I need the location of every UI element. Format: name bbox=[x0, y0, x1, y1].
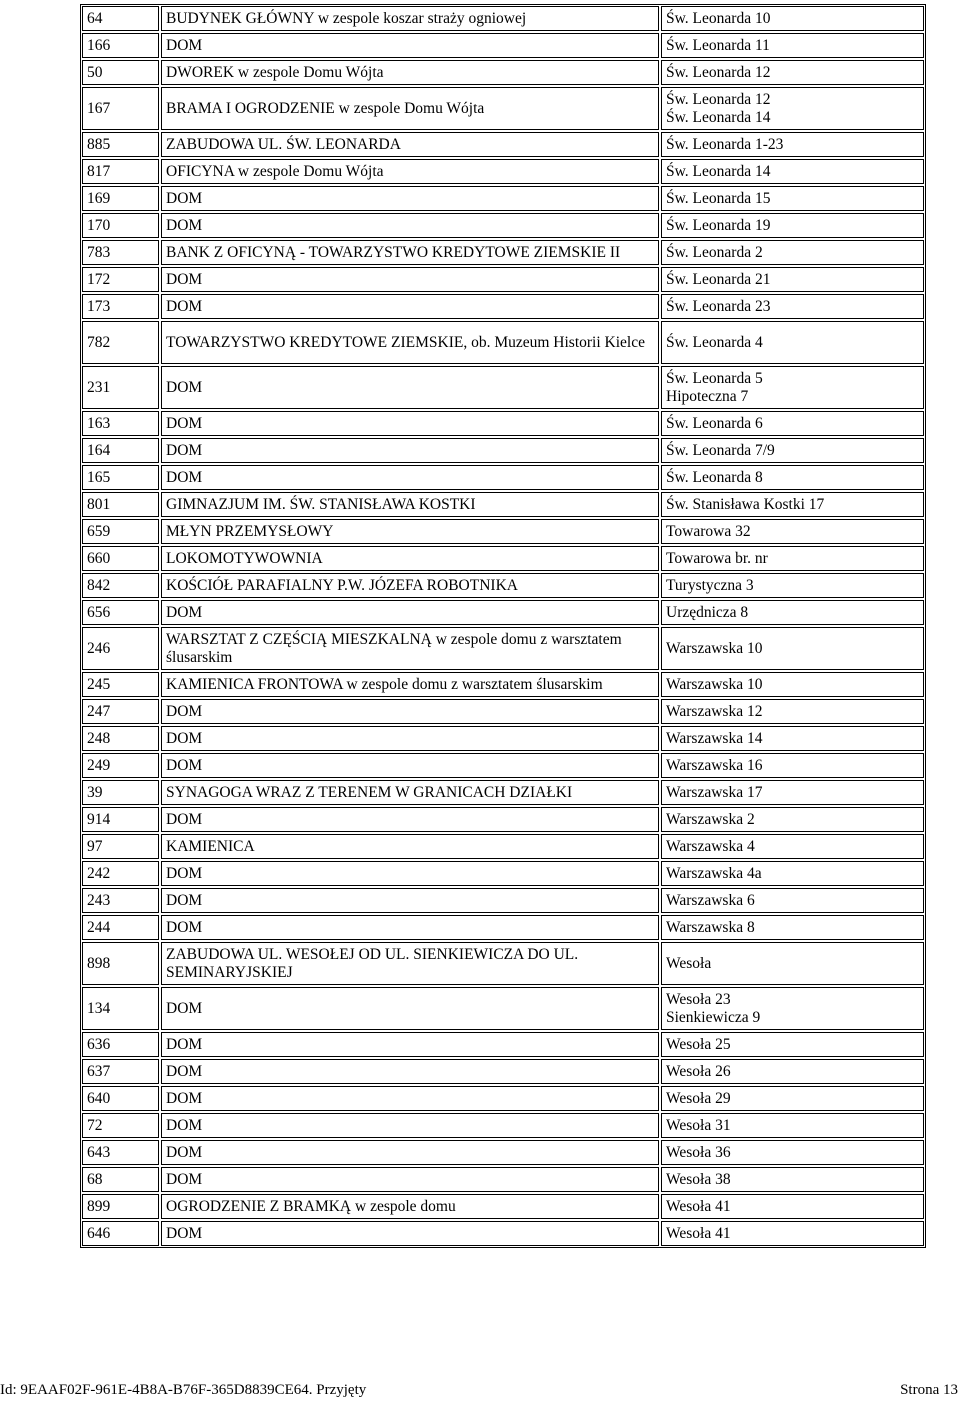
address-line: Św. Leonarda 7/9 bbox=[666, 441, 775, 459]
cell-number: 782 bbox=[82, 321, 159, 364]
table-row bbox=[82, 573, 924, 598]
table-row bbox=[82, 1113, 924, 1138]
cell-number: 242 bbox=[82, 861, 159, 886]
cell-number: 50 bbox=[82, 60, 159, 85]
cell-number: 248 bbox=[82, 726, 159, 751]
address-line: Warszawska 10 bbox=[666, 675, 763, 693]
cell-object: DWOREK w zespole Domu Wójta bbox=[161, 60, 659, 85]
cell-number: 249 bbox=[82, 753, 159, 778]
table-row bbox=[82, 411, 924, 436]
address-line: Św. Leonarda 15 bbox=[666, 189, 771, 207]
address-line: Św. Leonarda 12 bbox=[666, 63, 771, 81]
address-line: Sienkiewicza 9 bbox=[666, 1008, 761, 1026]
address-line: Wesoła 26 bbox=[666, 1062, 731, 1080]
cell-number: 660 bbox=[82, 546, 159, 571]
address-line: Warszawska 14 bbox=[666, 729, 763, 747]
cell-object: DOM bbox=[161, 861, 659, 886]
cell-object: DOM bbox=[161, 1032, 659, 1057]
table-row bbox=[82, 492, 924, 517]
table-row bbox=[82, 807, 924, 832]
address-line: Wesoła 38 bbox=[666, 1170, 731, 1188]
cell-number: 134 bbox=[82, 987, 159, 1030]
cell-number: 656 bbox=[82, 600, 159, 625]
cell-address bbox=[661, 159, 924, 184]
table-row bbox=[82, 1167, 924, 1192]
cell-object: TOWARZYSTWO KREDYTOWE ZIEMSKIE, ob. Muzeum Historii Kielce bbox=[161, 321, 659, 364]
table-row bbox=[82, 33, 924, 58]
cell-number: 842 bbox=[82, 573, 159, 598]
cell-number: 164 bbox=[82, 438, 159, 463]
cell-object: KAMIENICA FRONTOWA w zespole domu z warsztatem ślusarskim bbox=[161, 672, 659, 697]
address-line: Turystyczna 3 bbox=[666, 576, 754, 594]
cell-object: DOM bbox=[161, 888, 659, 913]
cell-address bbox=[661, 186, 924, 211]
cell-number: 247 bbox=[82, 699, 159, 724]
cell-address bbox=[661, 1167, 924, 1192]
address-line: Wesoła 29 bbox=[666, 1089, 731, 1107]
address-line: Św. Leonarda 8 bbox=[666, 468, 763, 486]
table-row bbox=[82, 213, 924, 238]
table-row bbox=[82, 60, 924, 85]
cell-number: 243 bbox=[82, 888, 159, 913]
address-line: Warszawska 16 bbox=[666, 756, 763, 774]
cell-number: 246 bbox=[82, 627, 159, 670]
cell-number: 640 bbox=[82, 1086, 159, 1111]
cell-number: 817 bbox=[82, 159, 159, 184]
table-row bbox=[82, 186, 924, 211]
cell-number: 166 bbox=[82, 33, 159, 58]
cell-number: 72 bbox=[82, 1113, 159, 1138]
table-row bbox=[82, 780, 924, 805]
address-line: Wesoła bbox=[666, 954, 712, 972]
address-line: Św. Leonarda 4 bbox=[666, 333, 763, 351]
cell-object: DOM bbox=[161, 1221, 659, 1246]
cell-object: WARSZTAT Z CZĘŚCIĄ MIESZKALNĄ w zespole domu z warsztatem ślusarskim bbox=[161, 627, 659, 670]
table-row bbox=[82, 132, 924, 157]
cell-object: DOM bbox=[161, 1140, 659, 1165]
cell-address bbox=[661, 573, 924, 598]
cell-object: DOM bbox=[161, 807, 659, 832]
address-line: Hipoteczna 7 bbox=[666, 387, 749, 405]
cell-object: DOM bbox=[161, 33, 659, 58]
cell-address bbox=[661, 1140, 924, 1165]
address-line: Warszawska 4 bbox=[666, 837, 755, 855]
cell-address bbox=[661, 366, 924, 409]
cell-number: 244 bbox=[82, 915, 159, 940]
cell-object: ZABUDOWA UL. ŚW. LEONARDA bbox=[161, 132, 659, 157]
address-line: Warszawska 6 bbox=[666, 891, 755, 909]
cell-address bbox=[661, 834, 924, 859]
address-line: Św. Leonarda 14 bbox=[666, 162, 771, 180]
cell-object: DOM bbox=[161, 726, 659, 751]
cell-number: 165 bbox=[82, 465, 159, 490]
cell-address bbox=[661, 465, 924, 490]
cell-object: BUDYNEK GŁÓWNY w zespole koszar straży ogniowej bbox=[161, 6, 659, 31]
cell-object: DOM bbox=[161, 1113, 659, 1138]
cell-object: KOŚCIÓŁ PARAFIALNY P.W. JÓZEFA ROBOTNIKA bbox=[161, 573, 659, 598]
cell-object: DOM bbox=[161, 600, 659, 625]
table-row bbox=[82, 1194, 924, 1219]
cell-object: DOM bbox=[161, 186, 659, 211]
address-line: Warszawska 8 bbox=[666, 918, 755, 936]
cell-object: DOM bbox=[161, 438, 659, 463]
table-row bbox=[82, 699, 924, 724]
table-row bbox=[82, 87, 924, 130]
cell-number: 97 bbox=[82, 834, 159, 859]
table-row bbox=[82, 834, 924, 859]
address-line: Towarowa br. nr bbox=[666, 549, 768, 567]
page-footer bbox=[0, 1382, 960, 1402]
address-line: Warszawska 12 bbox=[666, 702, 763, 720]
cell-object: OFICYNA w zespole Domu Wójta bbox=[161, 159, 659, 184]
cell-address bbox=[661, 987, 924, 1030]
table-row bbox=[82, 672, 924, 697]
cell-address bbox=[661, 33, 924, 58]
cell-number: 245 bbox=[82, 672, 159, 697]
cell-number: 167 bbox=[82, 87, 159, 130]
cell-object: DOM bbox=[161, 213, 659, 238]
cell-object: KAMIENICA bbox=[161, 834, 659, 859]
cell-number: 163 bbox=[82, 411, 159, 436]
cell-address bbox=[661, 726, 924, 751]
table-row bbox=[82, 1086, 924, 1111]
address-line: Św. Leonarda 19 bbox=[666, 216, 771, 234]
cell-object: GIMNAZJUM IM. ŚW. STANISŁAWA KOSTKI bbox=[161, 492, 659, 517]
cell-number: 659 bbox=[82, 519, 159, 544]
table-row bbox=[82, 267, 924, 292]
cell-address bbox=[661, 1194, 924, 1219]
address-line: Warszawska 2 bbox=[666, 810, 755, 828]
cell-number: 885 bbox=[82, 132, 159, 157]
cell-address bbox=[661, 321, 924, 364]
address-line: Urzędnicza 8 bbox=[666, 603, 749, 621]
cell-address bbox=[661, 672, 924, 697]
address-line: Wesoła 31 bbox=[666, 1116, 731, 1134]
cell-object: DOM bbox=[161, 753, 659, 778]
table-row bbox=[82, 366, 924, 409]
table-row bbox=[82, 321, 924, 364]
cell-address bbox=[661, 699, 924, 724]
table-row bbox=[82, 546, 924, 571]
cell-address bbox=[661, 1032, 924, 1057]
address-line: Św. Leonarda 14 bbox=[666, 108, 771, 126]
table-row bbox=[82, 6, 924, 31]
cell-address bbox=[661, 807, 924, 832]
table-row bbox=[82, 753, 924, 778]
cell-number: 231 bbox=[82, 366, 159, 409]
cell-number: 646 bbox=[82, 1221, 159, 1246]
cell-object: DOM bbox=[161, 267, 659, 292]
table-row bbox=[82, 1032, 924, 1057]
table-row bbox=[82, 942, 924, 985]
cell-address bbox=[661, 753, 924, 778]
address-line: Św. Leonarda 11 bbox=[666, 36, 770, 54]
cell-address bbox=[661, 1221, 924, 1246]
cell-number: 173 bbox=[82, 294, 159, 319]
address-line: Wesoła 25 bbox=[666, 1035, 731, 1053]
cell-address bbox=[661, 546, 924, 571]
cell-address bbox=[661, 60, 924, 85]
address-line: Św. Leonarda 1-23 bbox=[666, 135, 784, 153]
cell-object: DOM bbox=[161, 1059, 659, 1084]
cell-number: 801 bbox=[82, 492, 159, 517]
cell-address bbox=[661, 600, 924, 625]
table-row bbox=[82, 600, 924, 625]
cell-address bbox=[661, 861, 924, 886]
cell-object: DOM bbox=[161, 366, 659, 409]
cell-number: 914 bbox=[82, 807, 159, 832]
cell-object: DOM bbox=[161, 915, 659, 940]
cell-address bbox=[661, 132, 924, 157]
table-row bbox=[82, 294, 924, 319]
cell-number: 643 bbox=[82, 1140, 159, 1165]
cell-address bbox=[661, 294, 924, 319]
address-line: Warszawska 10 bbox=[666, 639, 763, 657]
address-line: Św. Leonarda 5 bbox=[666, 369, 763, 387]
cell-number: 783 bbox=[82, 240, 159, 265]
table-row bbox=[82, 726, 924, 751]
cell-number: 39 bbox=[82, 780, 159, 805]
table-row bbox=[82, 1221, 924, 1246]
table-row bbox=[82, 915, 924, 940]
cell-number: 64 bbox=[82, 6, 159, 31]
cell-object: DOM bbox=[161, 465, 659, 490]
cell-address bbox=[661, 1086, 924, 1111]
cell-address bbox=[661, 240, 924, 265]
cell-address bbox=[661, 6, 924, 31]
table-row bbox=[82, 438, 924, 463]
table-row bbox=[82, 1059, 924, 1084]
cell-address bbox=[661, 780, 924, 805]
monuments-table bbox=[80, 4, 926, 1248]
cell-object: ZABUDOWA UL. WESOŁEJ OD UL. SIENKIEWICZA DO UL. SEMINARYJSKIEJ bbox=[161, 942, 659, 985]
cell-number: 898 bbox=[82, 942, 159, 985]
cell-address bbox=[661, 888, 924, 913]
cell-object: DOM bbox=[161, 1167, 659, 1192]
table-row bbox=[82, 627, 924, 670]
address-line: Wesoła 23 bbox=[666, 990, 731, 1008]
address-line: Św. Leonarda 2 bbox=[666, 243, 763, 261]
cell-address bbox=[661, 87, 924, 130]
cell-address bbox=[661, 627, 924, 670]
cell-address bbox=[661, 519, 924, 544]
table-row bbox=[82, 159, 924, 184]
address-line: Św. Leonarda 23 bbox=[666, 297, 771, 315]
cell-number: 68 bbox=[82, 1167, 159, 1192]
address-line: Św. Leonarda 21 bbox=[666, 270, 771, 288]
cell-address bbox=[661, 942, 924, 985]
page-number: Strona 13 bbox=[900, 1382, 958, 1398]
table-row bbox=[82, 519, 924, 544]
table-row bbox=[82, 1140, 924, 1165]
cell-object: LOKOMOTYWOWNIA bbox=[161, 546, 659, 571]
address-line: Wesoła 41 bbox=[666, 1197, 731, 1215]
address-line: Św. Leonarda 10 bbox=[666, 9, 771, 27]
cell-object: DOM bbox=[161, 411, 659, 436]
cell-address bbox=[661, 213, 924, 238]
cell-number: 899 bbox=[82, 1194, 159, 1219]
cell-object: DOM bbox=[161, 294, 659, 319]
address-line: Św. Stanisława Kostki 17 bbox=[666, 495, 825, 513]
table-row bbox=[82, 240, 924, 265]
cell-address bbox=[661, 267, 924, 292]
cell-object: MŁYN PRZEMYSŁOWY bbox=[161, 519, 659, 544]
address-line: Towarowa 32 bbox=[666, 522, 751, 540]
cell-address bbox=[661, 1113, 924, 1138]
cell-address bbox=[661, 915, 924, 940]
address-line: Warszawska 17 bbox=[666, 783, 763, 801]
cell-object: DOM bbox=[161, 1086, 659, 1111]
cell-number: 169 bbox=[82, 186, 159, 211]
table-row bbox=[82, 465, 924, 490]
address-line: Wesoła 41 bbox=[666, 1224, 731, 1242]
document-id: Id: 9EAAF02F-961E-4B8A-B76F-365D8839CE64. Przyjęty bbox=[0, 1382, 367, 1398]
table-row bbox=[82, 888, 924, 913]
cell-object: DOM bbox=[161, 699, 659, 724]
cell-number: 637 bbox=[82, 1059, 159, 1084]
table-row bbox=[82, 987, 924, 1030]
cell-number: 170 bbox=[82, 213, 159, 238]
cell-number: 636 bbox=[82, 1032, 159, 1057]
cell-address bbox=[661, 1059, 924, 1084]
address-line: Św. Leonarda 12 bbox=[666, 90, 771, 108]
cell-object: BRAMA I OGRODZENIE w zespole Domu Wójta bbox=[161, 87, 659, 130]
address-line: Wesoła 36 bbox=[666, 1143, 731, 1161]
cell-number: 172 bbox=[82, 267, 159, 292]
cell-address bbox=[661, 492, 924, 517]
cell-object: OGRODZENIE Z BRAMKĄ w zespole domu bbox=[161, 1194, 659, 1219]
table-row bbox=[82, 861, 924, 886]
cell-object: DOM bbox=[161, 987, 659, 1030]
cell-address bbox=[661, 438, 924, 463]
cell-object: BANK Z OFICYNĄ - TOWARZYSTWO KREDYTOWE ZIEMSKIE II bbox=[161, 240, 659, 265]
cell-object: SYNAGOGA WRAZ Z TERENEM W GRANICACH DZIAŁKI bbox=[161, 780, 659, 805]
address-line: Warszawska 4a bbox=[666, 864, 762, 882]
address-line: Św. Leonarda 6 bbox=[666, 414, 763, 432]
cell-address bbox=[661, 411, 924, 436]
